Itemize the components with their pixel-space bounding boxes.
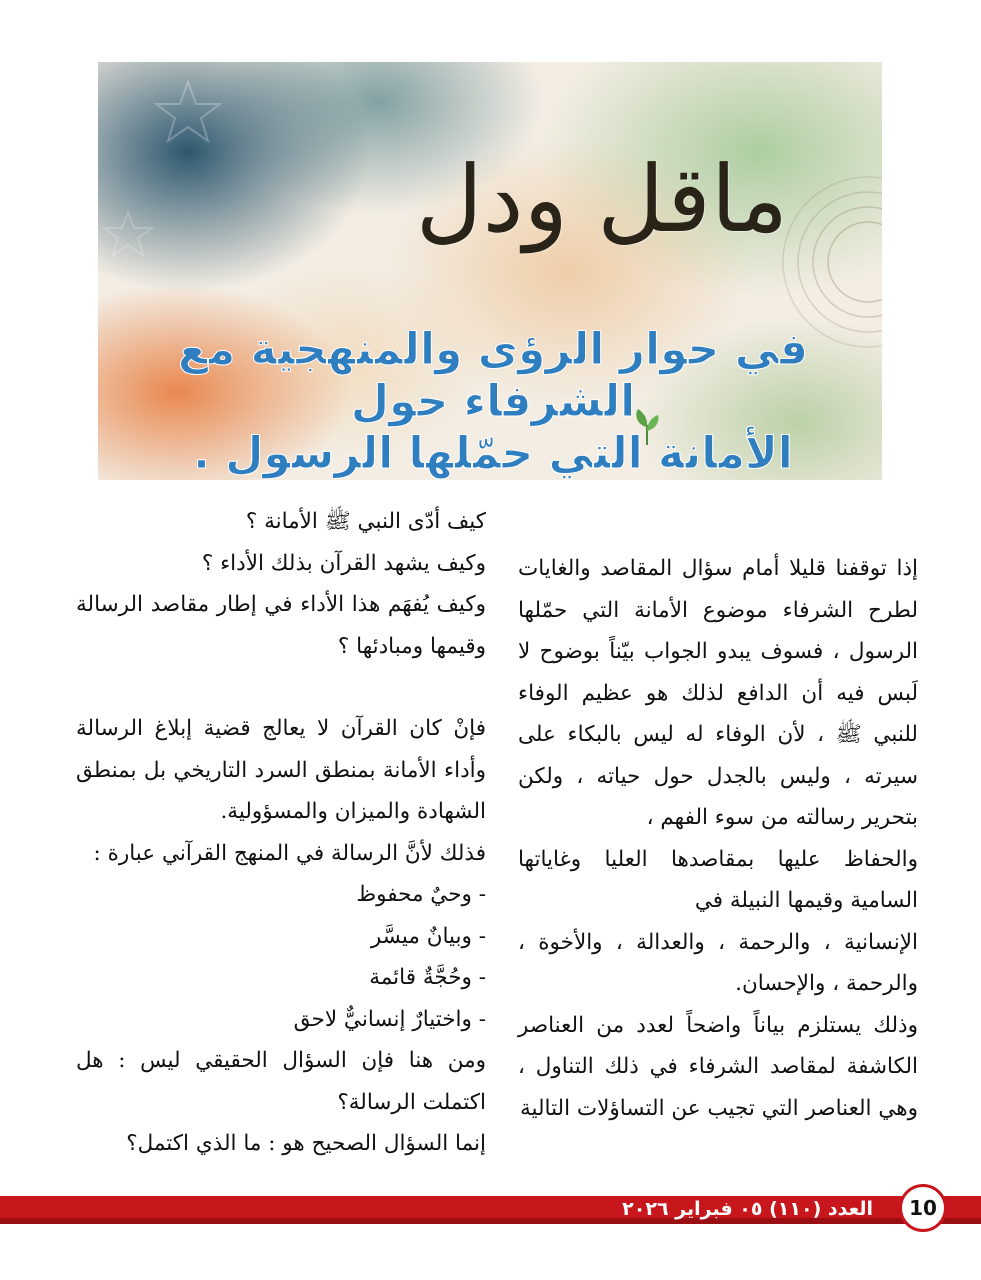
paragraph: والحفاظ عليها بمقاصدها العليا وغاياتها السامية وقيمها النبيلة في: [518, 846, 918, 913]
paragraph: فإنْ كان القرآن لا يعالج قضية إبلاغ الرسالة وأداء الأمانة بمنطق السرد التاريخي بل بمنطق الشهادة والميزان والمسؤولية.: [76, 716, 486, 824]
list-item: - وحُجَّةٌ قائمة: [369, 965, 486, 990]
left-column: [76, 501, 486, 1165]
banner-subtitle-line: الأمانة التي حمّلها الرسول .: [193, 428, 793, 479]
paragraph: إذا توقفنا قليلا أمام سؤال المقاصد والغايات لطرح الشرفاء موضوع الأمانة التي حمّلها الرسول ، فسوف يبدو الجواب بيّناً بوضوح لا لَبس فيه أن الدافع لذلك هو عظيم الوفاء للنبي ﷺ ، لأن الوفاء له ليس بالبكاء على سيرته ، وليس بالجدل حول حياته ، ولكن بتحرير رسالته من سوء الفهم ،: [518, 556, 918, 830]
page-number: 10: [899, 1184, 947, 1232]
sprout-icon: [632, 407, 662, 447]
paragraph: إنما السؤال الصحيح هو : ما الذي اكتمل؟: [126, 1131, 486, 1156]
spacer: [76, 667, 486, 708]
paragraph: وذلك يستلزم بياناً واضحاً لعدد من العناصر الكاشفة لمقاصد الشرفاء في ذلك التناول ، وهي العناصر التي تجيب عن التساؤلات التالية: [518, 1012, 918, 1121]
header-banner: [98, 62, 882, 480]
question: وكيف يشهد القرآن بذلك الأداء ؟: [201, 550, 486, 576]
list-item: - وبيانٌ ميسَّر: [370, 923, 486, 949]
paragraph: ومن هنا فإن السؤال الحقيقي ليس : هل اكتملت الرسالة؟: [76, 1048, 486, 1115]
list-item: - وحيٌ محفوظ: [356, 882, 486, 907]
right-column: [518, 548, 918, 1129]
banner-subtitle-line: في حوار الرؤى والمنهجية مع: [177, 324, 809, 375]
banner-subtitle: [118, 324, 868, 480]
list-item: - واختيارٌ إنسانيٌّ لاحق: [293, 1006, 486, 1032]
star-ornament: [156, 82, 220, 141]
banner-title: ماقل ودل: [415, 146, 789, 253]
question: كيف أدّى النبي ﷺ الأمانة ؟: [245, 509, 486, 534]
question: وكيف يُفهَم هذا الأداء في إطار مقاصد الرسالة وقيمها ومبادئها ؟: [76, 592, 486, 659]
paragraph: فذلك لأنَّ الرسالة في المنهج القرآني عبارة :: [93, 840, 486, 866]
banner-subtitle-line: الشرفاء حول: [350, 376, 636, 427]
paragraph: الإنسانية ، والرحمة ، والعدالة ، والأخوة ، والرحمة ، والإحسان.: [518, 929, 918, 996]
issue-info: العدد (١١٠) ٠٥ فبراير ٢٠٢٦: [622, 1198, 873, 1220]
star-ornament: [104, 212, 152, 255]
